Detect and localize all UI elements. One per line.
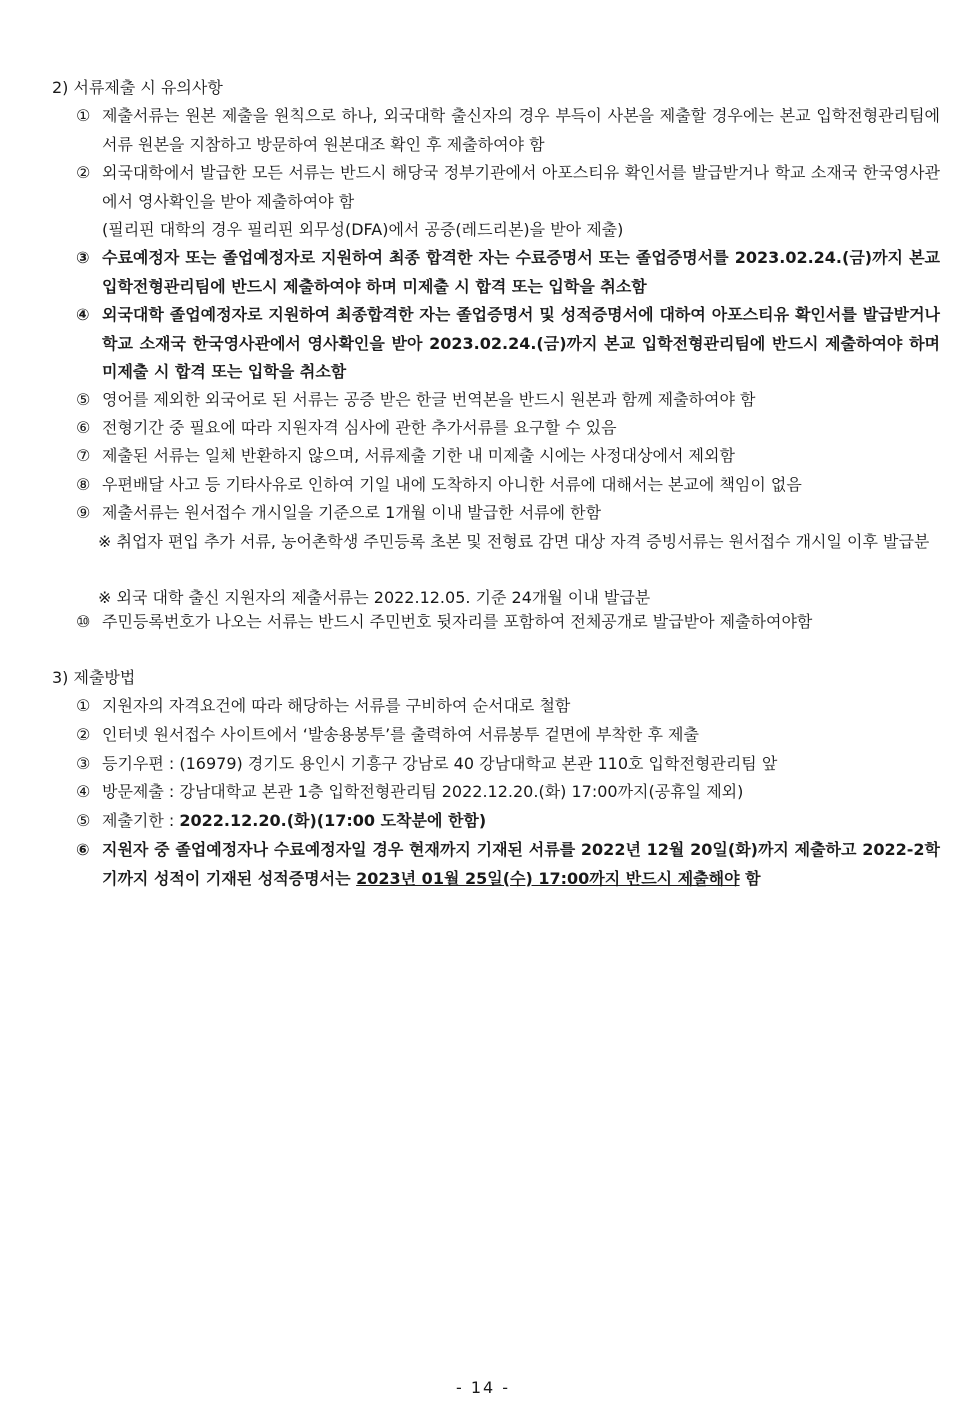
list-item [76,471,940,500]
item-number: ⑥ [76,840,90,859]
item-number: ④ [76,782,91,801]
item-number: ⑤ [76,811,91,830]
list-item [76,721,940,750]
item-text: 우편배달 사고 등 기타사유로 인하여 기일 내에 도착하지 아니한 서류에 대해서는 본교에 책임이 없음 [102,475,802,494]
item-text: 주민등록번호가 나오는 서류는 반드시 주민번호 뒷자리를 포함하여 전체공개로 발급받아 제출하여야함 [102,612,813,631]
item-number: ④ [76,305,90,324]
list-item [76,692,940,721]
item-text: 영어를 제외한 외국어로 된 서류는 공증 받은 한글 번역본을 반드시 원본과 함께 제출하여야 함 [102,390,756,409]
list-item [76,750,940,779]
item-label: 제출기한 : [102,811,180,830]
list-item [76,807,940,836]
item-number: ② [76,163,91,182]
item-number: ② [76,725,91,744]
list-item [76,442,940,471]
item-text: 지원자 중 졸업예정자나 수료예정자일 경우 현재까지 기재된 서류를 2022년 12월 20일(화)까지 제출하고 2022-2학기까지 성적이 기재된 성적증명서는 [102,840,940,888]
item-number: ⑧ [76,475,91,494]
item-text: 제출된 서류는 일체 반환하지 않으며, 서류제출 기한 내 미제출 시에는 사정대상에서 제외함 [102,446,735,465]
item-text: 방문제출 : 강남대학교 본관 1층 입학전형관리팀 2022.12.20.(화) 17:00까지(공휴일 제외) [102,782,744,801]
item-number: ⑥ [76,418,91,437]
item-text: 외국대학 졸업예정자로 지원하여 최종합격한 자는 졸업증명서 및 성적증명서에 대하여 아포스티유 확인서를 발급받거나 학교 소재국 한국영사관에서 영사확인을 받아 2023.02.24.(금)까지 본교 입학전형관리팀에 반드시 제출하여야 하며 미제출 시 합격 또는 입학을 취소함 [102,305,940,381]
list-item [76,102,940,159]
list-item [76,499,940,528]
item-number: ③ [76,248,90,267]
item-number: ⑦ [76,446,91,465]
item-extra-text: (필리핀 대학의 경우 필리핀 외무성(DFA)에서 공증(레드리본)을 받아 제출) [102,220,624,239]
list-item [76,608,940,637]
section-3-title: 3) 제출방법 [52,668,136,687]
item-text: 전형기간 중 필요에 따라 지원자격 심사에 관한 추가서류를 요구할 수 있음 [102,418,617,437]
item-tail: 함 [739,868,761,888]
item-number: ⑨ [76,503,91,522]
underlined-deadline: 2023년 01월 25일(수) 17:00까지 반드시 제출해야 [356,868,740,888]
item-text: 제출서류는 원서접수 개시일을 기준으로 1개월 이내 발급한 서류에 한함 [102,503,602,522]
list-item [76,386,940,415]
list-item [76,244,940,301]
item-number: ③ [76,754,91,773]
item-text: 인터넷 원서접수 사이트에서 ‘발송용봉투’를 출력하여 서류봉투 겉면에 부착한 후 제출 [102,725,699,744]
list-item [76,159,940,245]
page-number: - 14 - [455,1378,511,1397]
item-number: ① [76,106,91,125]
section-2-title: 2) 서류제출 시 유의사항 [52,78,223,97]
item-text: 지원자의 자격요건에 따라 해당하는 서류를 구비하여 순서대로 철함 [102,696,571,715]
note-text: ※ 취업자 편입 추가 서류, 농어촌학생 주민등록 초본 및 전형료 감면 대상 자격 증빙서류는 원서접수 개시일 이후 발급분 [98,532,930,551]
item-text-wrapper [102,807,940,836]
deadline-text: 2022.12.20.(화)(17:00 도착분에 한함) [179,811,487,830]
list-item [76,836,940,893]
item-number: ⑤ [76,390,91,409]
item-text: 등기우편 : (16979) 경기도 용인시 기흥구 강남로 40 강남대학교 본관 110호 입학전형관리팀 앞 [102,754,778,773]
list-item [76,778,940,807]
item-text: 수료예정자 또는 졸업예정자로 지원하여 최종 합격한 자는 수료증명서 또는 졸업증명서를 2023.02.24.(금)까지 본교 입학전형관리팀에 반드시 제출하여야 하며 미제출 시 합격 또는 입학을 취소함 [102,248,940,296]
list-item [76,301,940,387]
item-text: 제출서류는 원본 제출을 원칙으로 하나, 외국대학 출신자의 경우 부득이 사본을 제출할 경우에는 본교 입학전형관리팀에 서류 원본을 지참하고 방문하여 원본대조 확인 후 제출하여야 함 [102,106,940,154]
item-number: ⑩ [76,612,91,631]
item-text-wrapper [102,836,940,893]
note-text: ※ 외국 대학 출신 지원자의 제출서류는 2022.12.05. 기준 24개월 이내 발급분 [98,588,651,607]
item-text: 외국대학에서 발급한 모든 서류는 반드시 해당국 정부기관에서 아포스티유 확인서를 발급받거나 학교 소재국 한국영사관에서 영사확인을 받아 제출하여야 함 [102,163,940,211]
list-item [76,414,940,443]
item-number: ① [76,696,91,715]
